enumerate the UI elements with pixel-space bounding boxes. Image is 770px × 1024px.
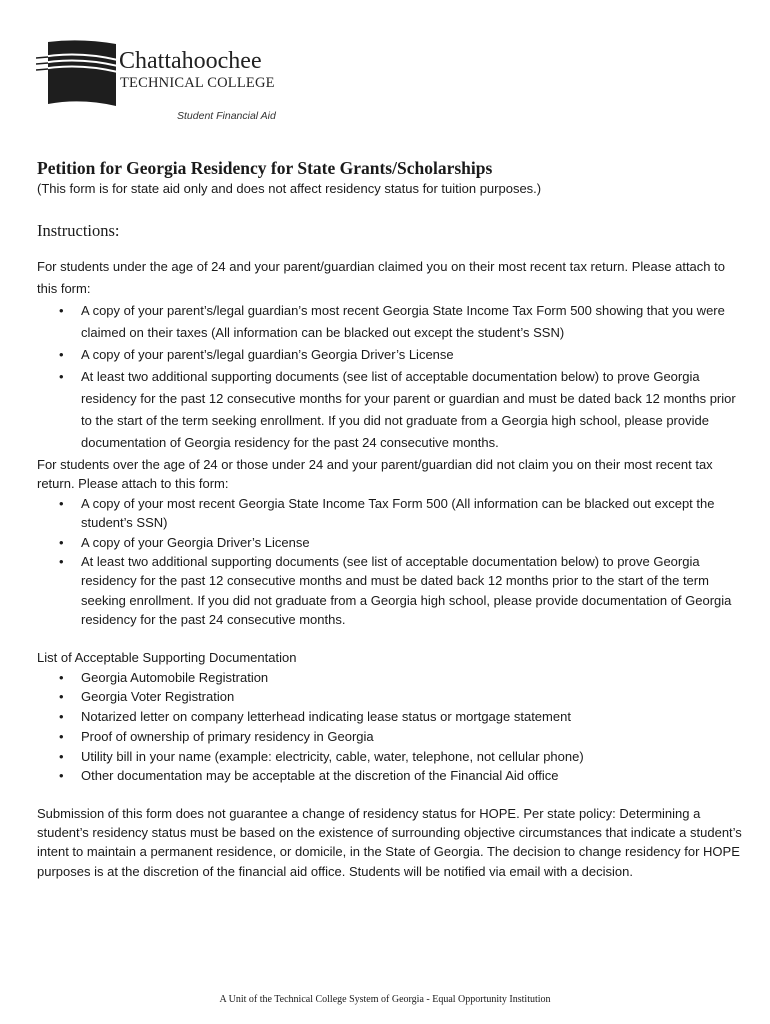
list-item: • Georgia Automobile Registration xyxy=(81,668,743,688)
department-label: Student Financial Aid xyxy=(177,110,276,122)
page-title: Petition for Georgia Residency for State Grants/Scholarships xyxy=(37,158,493,178)
section-heading: List of Acceptable Supporting Documentation xyxy=(37,650,297,665)
list-item: • Other documentation may be acceptable at the discretion of the Financial Aid office xyxy=(81,766,743,786)
logo-subtitle: TECHNICAL COLLEGE xyxy=(120,75,275,91)
policy-text: Submission of this form does not guarantee a change of residency status for HOPE. Per state policy: Determining a student’s residency status must be based on the existence of surrounding objective circumstances that indicate a student’s intent to maintain a permanent residence, or domicile, in the State of Georgia. The decision to change residency for HOPE purposes is at the discretion of the financial aid office. Students will be notified via email with a decision. xyxy=(37,806,742,879)
section-under-24 xyxy=(37,256,743,454)
logo-name: Chattahoochee xyxy=(119,48,262,74)
requirements-list xyxy=(37,494,743,630)
requirements-list xyxy=(37,300,743,454)
college-logo xyxy=(36,38,286,128)
list-item: • At least two additional supporting documents (see list of acceptable documentation below) to prove Georgia residency for the past 12 consecutive months and must be dated back 12 months prior to the start of the term seeking enrollment. If you did not graduate from a Georgia high school, please provide documentation of Georgia residency for the past 24 consecutive months. xyxy=(81,552,743,630)
section-over-24 xyxy=(37,455,743,630)
list-item: • A copy of your Georgia Driver’s License xyxy=(81,533,743,552)
list-item: • A copy of your parent’s/legal guardian’s most recent Georgia State Income Tax Form 500 showing that you were claimed on their taxes (All information can be blacked out except the student’s SSN) xyxy=(81,300,743,344)
section-intro: For students over the age of 24 or those under 24 and your parent/guardian did not claim you on their most recent tax return. Please attach to this form: xyxy=(37,457,713,492)
section-intro: For students under the age of 24 and your parent/guardian claimed you on their most recent tax return. Please attach to this form: xyxy=(37,259,725,296)
flag-logo-icon xyxy=(36,38,118,108)
instructions-heading: Instructions: xyxy=(37,221,120,240)
list-item: • Utility bill in your name (example: electricity, cable, water, telephone, not cellular phone) xyxy=(81,747,743,767)
list-item: • Notarized letter on company letterhead indicating lease status or mortgage statement xyxy=(81,707,743,727)
list-item: • A copy of your most recent Georgia State Income Tax Form 500 (All information can be blacked out except the student’s SSN) xyxy=(81,494,743,533)
list-item: • Georgia Voter Registration xyxy=(81,687,743,707)
list-item: • Proof of ownership of primary residency in Georgia xyxy=(81,727,743,747)
footer: A Unit of the Technical College System of Georgia - Equal Opportunity Institution xyxy=(219,994,551,1005)
list-item: • At least two additional supporting documents (see list of acceptable documentation below) to prove Georgia residency for the past 12 consecutive months for your parent or guardian and must be dated back 12 months prior to the start of the term seeking enrollment. If you did not graduate from a Georgia high school, please provide documentation of Georgia residency for the past 24 consecutive months. xyxy=(81,366,743,454)
section-documentation xyxy=(37,648,743,786)
documentation-list xyxy=(37,668,743,786)
list-item: • A copy of your parent’s/legal guardian’s Georgia Driver’s License xyxy=(81,344,743,366)
policy-paragraph xyxy=(37,804,743,881)
page-subtitle: (This form is for state aid only and does not affect residency status for tuition purposes.) xyxy=(37,181,542,196)
